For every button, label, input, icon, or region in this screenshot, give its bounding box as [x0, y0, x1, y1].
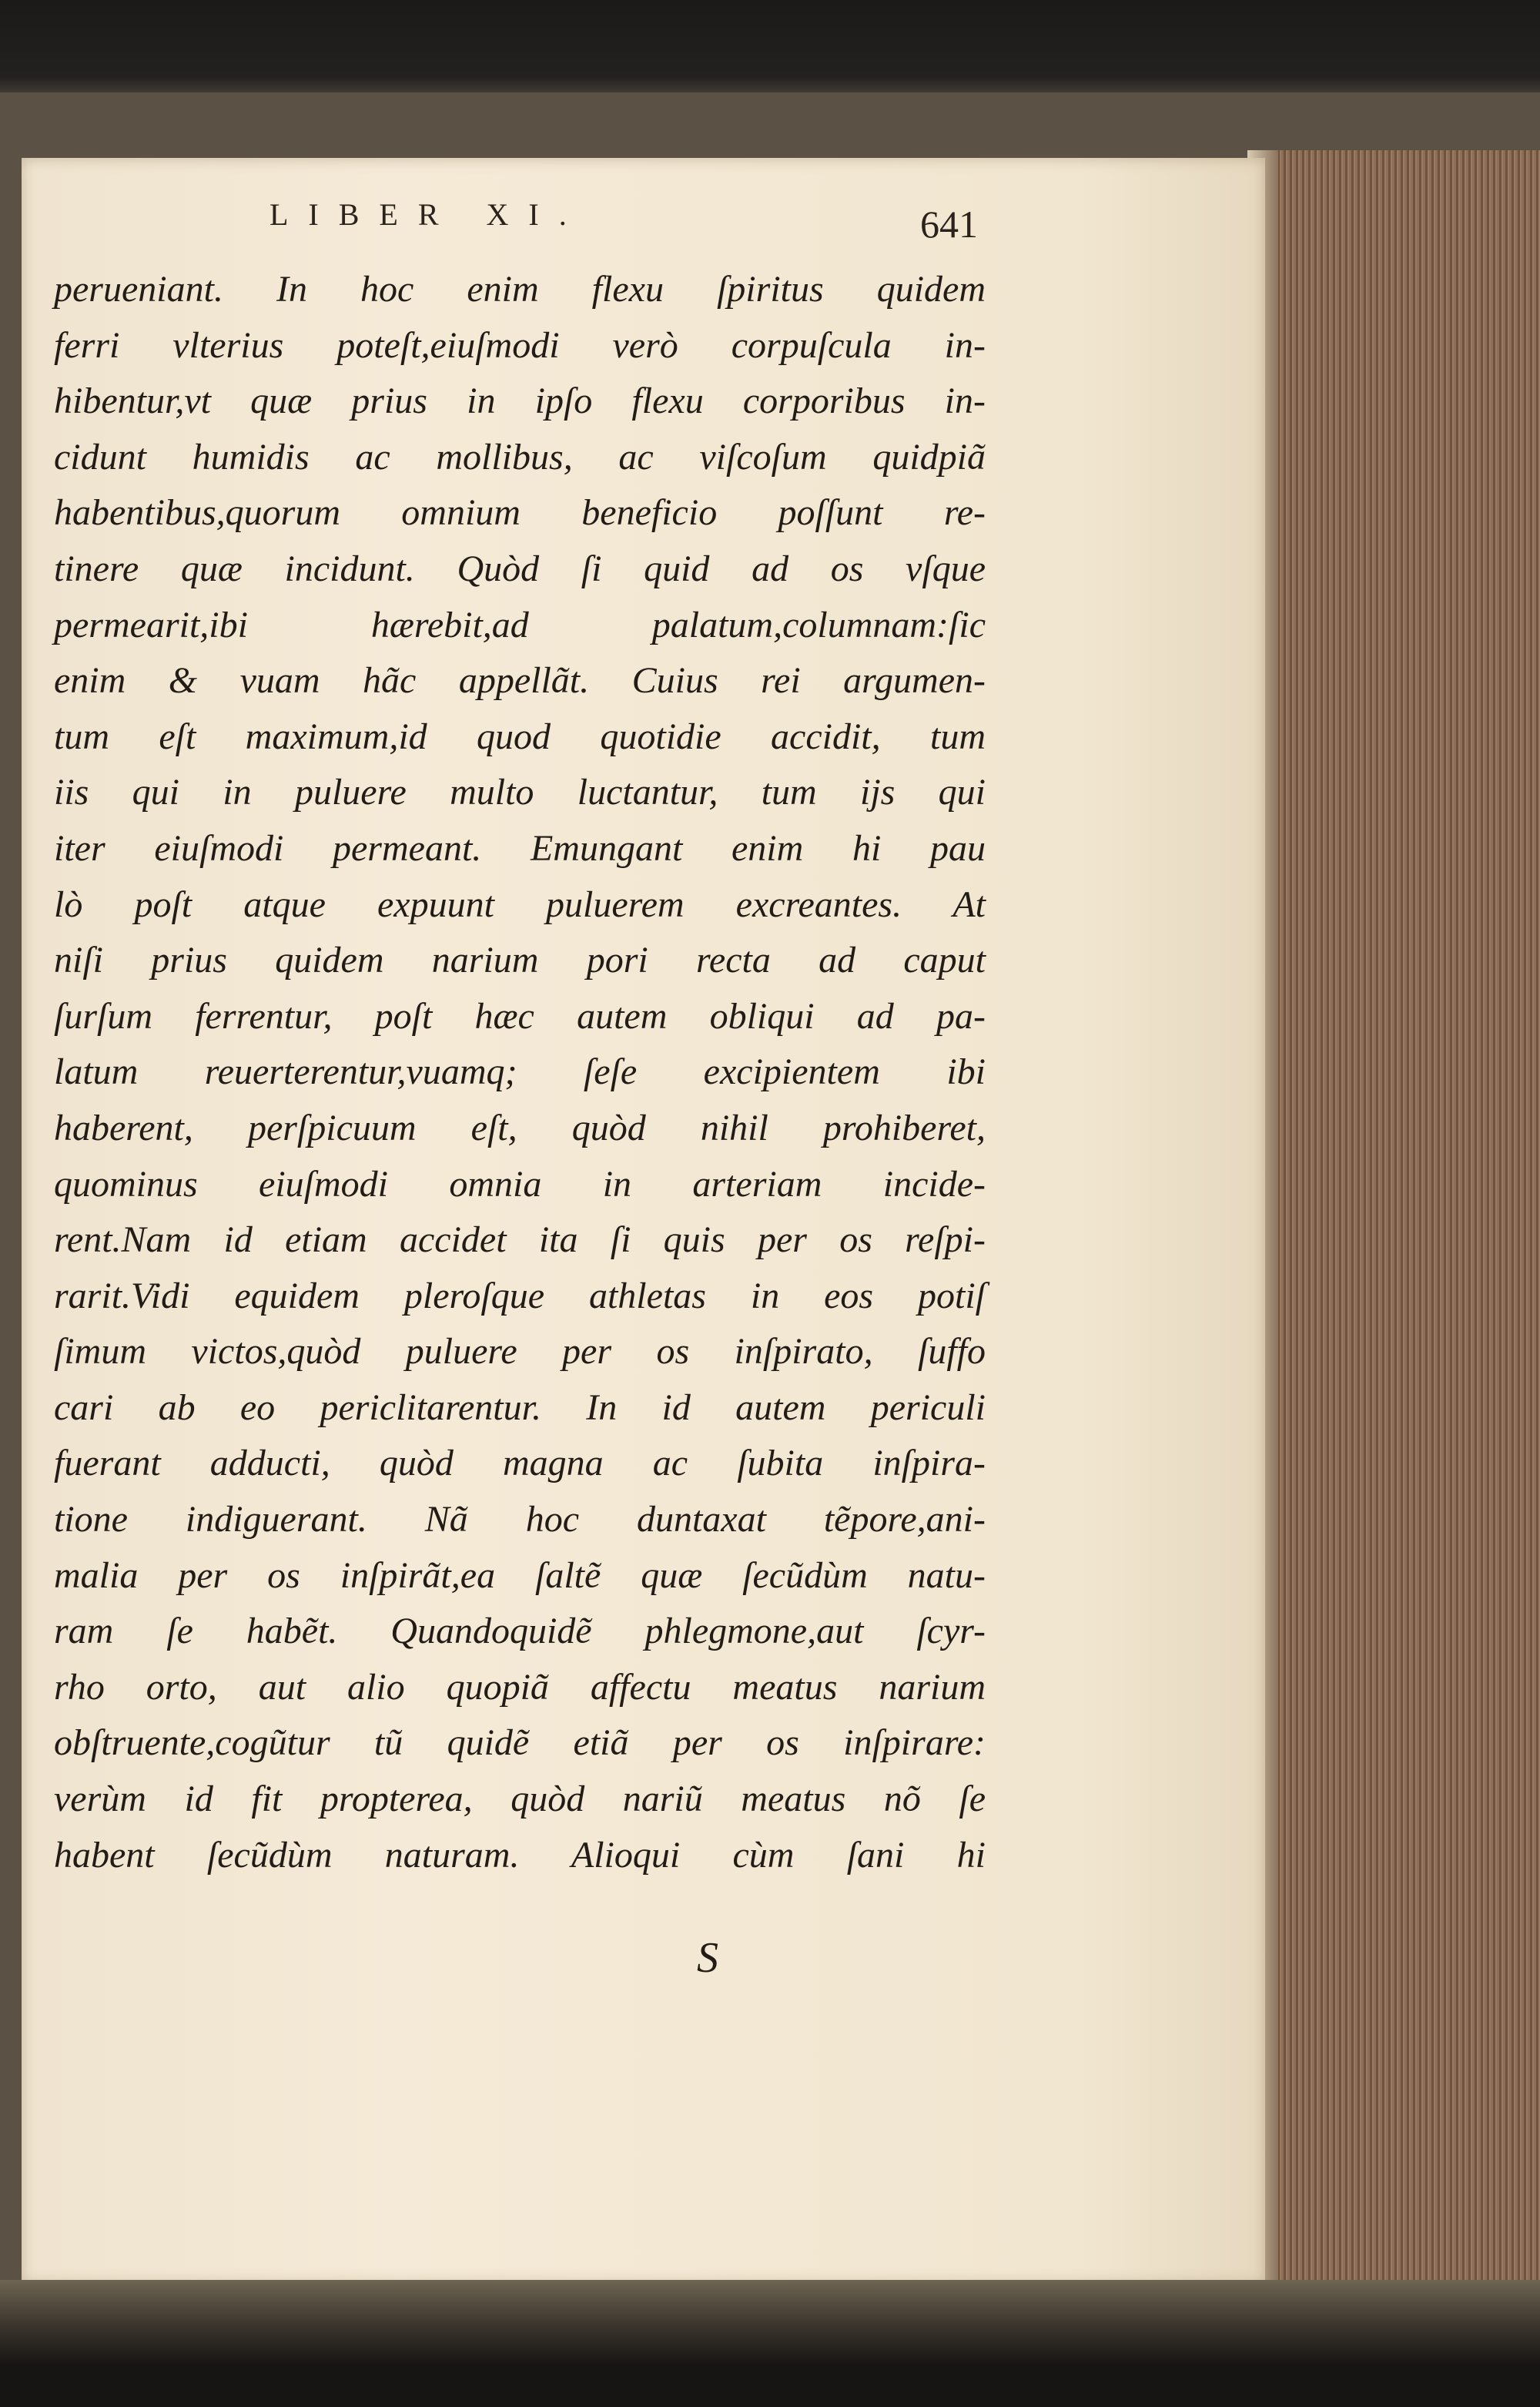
text-line: fuerant adducti, quòd magna ac ſubita inſpira- [54, 1443, 986, 1484]
text-line: latum reuerterentur,vuamq; ſeſe excipientem ibi [54, 1051, 986, 1093]
text-line: rent.Nam id etiam accidet ita ſi quis per os reſpi- [54, 1219, 986, 1261]
text-line: lò poſt atque expuunt puluerem excreantes. At [54, 883, 986, 925]
book-bottom-edge [0, 2280, 1540, 2407]
text-line: obſtruente,cogũtur tũ quidẽ etiã per os inſpirare: [54, 1722, 986, 1764]
text-line: tinere quæ incidunt. Quòd ſi quid ad os vſque [54, 548, 986, 589]
text-line: malia per os inſpirãt,ea ſaltẽ quæ ſecũdùm natu- [54, 1554, 986, 1596]
text-line: rarit.Vidi equidem pleroſque athletas in eos potiſ [54, 1275, 986, 1316]
text-line: iis qui in puluere multo luctantur, tum ijs qui [54, 772, 986, 813]
catchword: S [697, 1934, 718, 1982]
text-line: perueniant. In hoc enim flexu ſpiritus quidem [54, 269, 986, 310]
text-line: niſi prius quidem narium pori recta ad caput [54, 940, 986, 981]
text-line: verùm id fit propterea, quòd nariũ meatus nõ ſe [54, 1778, 986, 1820]
text-line: tione indiguerant. Nã hoc duntaxat tẽpore,ani- [54, 1499, 986, 1540]
page-edges [1263, 150, 1540, 2307]
running-head: LIBER XI. [270, 197, 587, 232]
text-line: ferri vlterius poteſt,eiuſmodi verò corpuſcula in- [54, 324, 986, 366]
text-line: ſimum victos,quòd puluere per os inſpirato, ſuffo [54, 1331, 986, 1373]
text-line: permearit,ibi hærebit,ad palatum,columnam:ſic [54, 604, 986, 645]
text-line: rho orto, aut alio quopiã affectu meatus narium [54, 1666, 986, 1708]
text-line: cidunt humidis ac mollibus, ac viſcoſum quidpiã [54, 436, 986, 478]
text-line: hibentur,vt quæ prius in ipſo flexu corporibus in- [54, 380, 986, 422]
text-line: quominus eiuſmodi omnia in arteriam incide- [54, 1163, 986, 1205]
text-line: habent ſecũdùm naturam. Alioqui cùm ſani hi [54, 1834, 986, 1876]
text-line: iter eiuſmodi permeant. Emungant enim hi pau [54, 827, 986, 869]
text-line: haberent, perſpicuum eſt, quòd nihil prohiberet, [54, 1107, 986, 1148]
text-line: ram ſe habẽt. Quandoquidẽ phlegmone,aut ſcyr- [54, 1611, 986, 1652]
text-line: enim & vuam hãc appellãt. Cuius rei argumen- [54, 660, 986, 702]
page-number: 641 [920, 203, 978, 246]
text-line: ſurſum ferrentur, poſt hæc autem obliqui ad pa- [54, 995, 986, 1037]
text-line: habentibus,quorum omnium beneficio poſſunt re- [54, 492, 986, 534]
text-line: tum eſt maximum,id quod quotidie accidit, tum [54, 716, 986, 757]
body-text [54, 262, 986, 1883]
text-line: cari ab eo periclitarentur. In id autem periculi [54, 1386, 986, 1428]
